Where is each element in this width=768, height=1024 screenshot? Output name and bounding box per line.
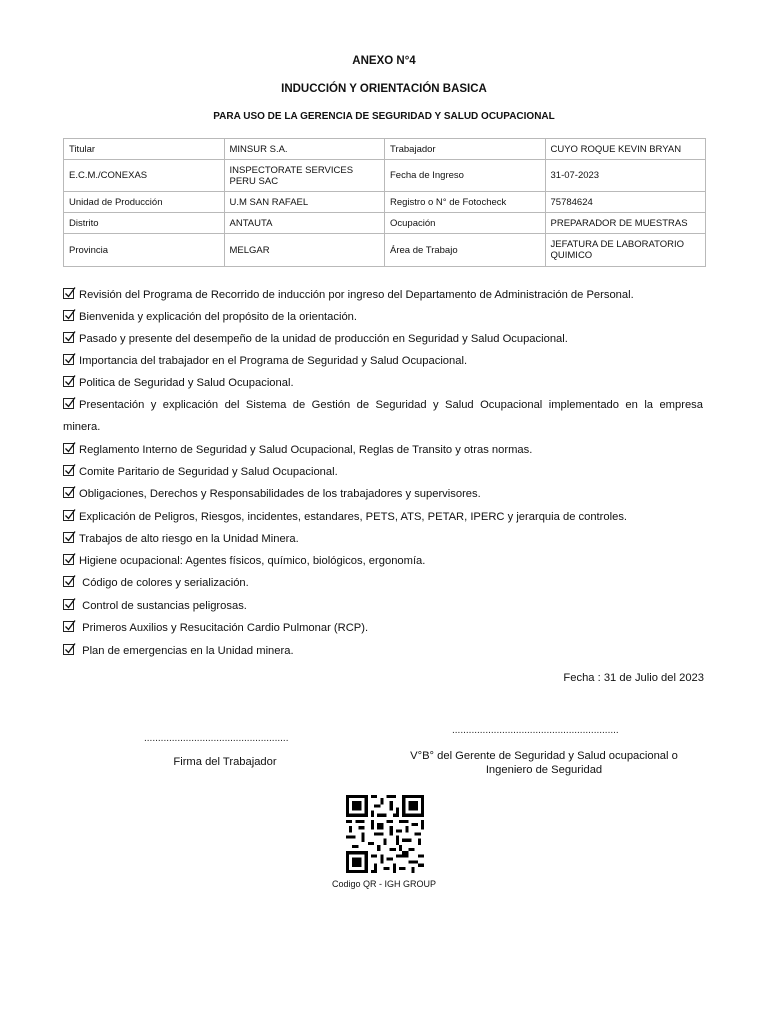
checkbox-checked-icon	[63, 487, 74, 498]
checklist-item	[63, 439, 703, 461]
table-row	[64, 139, 706, 160]
table-cell: Distrito	[64, 213, 225, 234]
checkbox-checked-icon	[63, 465, 74, 476]
table-cell: Ocupación	[385, 213, 546, 234]
checklist-item-label: Reglamento Interno de Seguridad y Salud Ocupacional, Reglas de Transito y otras normas.	[79, 444, 533, 456]
table-row	[64, 192, 706, 213]
table-row	[64, 213, 706, 234]
checklist-item	[63, 284, 703, 306]
checklist-item-label: Pasado y presente del desempeño de la unidad de producción en Seguridad y Salud Ocupacional.	[79, 333, 568, 345]
document-title: ANEXO N°4	[352, 55, 416, 67]
table-row	[64, 160, 706, 192]
checkbox-checked-icon	[63, 532, 74, 543]
checklist-item-label: Importancia del trabajador en el Programa de Seguridad y Salud Ocupacional.	[79, 355, 468, 367]
checklist-item-label: minera.	[63, 421, 101, 433]
checkbox-checked-icon	[63, 443, 74, 454]
checklist-item-label: Obligaciones, Derechos y Responsabilidades de los trabajadores y supervisores.	[79, 488, 481, 500]
checklist-item-label: Revisión del Programa de Recorrido de inducción por ingreso del Departamento de Administración de Personal.	[79, 289, 634, 301]
worker-signature-label: Firma del Trabajador	[173, 756, 277, 768]
table-cell: PREPARADOR DE MUESTRAS	[545, 213, 706, 234]
table-cell: E.C.M./CONEXAS	[64, 160, 225, 192]
checkbox-checked-icon	[63, 621, 74, 632]
checklist-item	[63, 328, 703, 350]
checkbox-checked-icon	[63, 554, 74, 565]
document-subtitle: INDUCCIÓN Y ORIENTACIÓN BASICA	[281, 83, 487, 95]
checklist-item	[63, 350, 703, 372]
table-cell: MINSUR S.A.	[224, 139, 385, 160]
checklist-item-label: Código de colores y serialización.	[82, 577, 249, 589]
checklist-item	[63, 528, 703, 550]
checklist-item-label: Bienvenida y explicación del propósito de la orientación.	[79, 311, 357, 323]
checkbox-checked-icon	[63, 510, 74, 521]
signature-line-manager: ............................................................	[452, 725, 619, 736]
checklist-item-label: Politica de Seguridad y Salud Ocupacional.	[79, 377, 294, 389]
table-cell: INSPECTORATE SERVICES PERU SAC	[224, 160, 385, 192]
checklist-item-continuation	[63, 416, 703, 438]
checklist-item-label: Presentación y explicación del Sistema de Gestión de Seguridad y Salud Ocupacional implementado en la empresa	[79, 399, 703, 411]
table-cell: MELGAR	[224, 234, 385, 267]
checkbox-checked-icon	[63, 644, 74, 655]
checklist-item	[63, 617, 703, 639]
table-cell: Provincia	[64, 234, 225, 267]
checklist-item	[63, 461, 703, 483]
checkbox-checked-icon	[63, 576, 74, 587]
signature-line-worker: ....................................................	[144, 733, 289, 744]
table-cell: 75784624	[545, 192, 706, 213]
checklist-item-label: Higiene ocupacional: Agentes físicos, químico, biológicos, ergonomía.	[79, 555, 426, 567]
checklist-item-label: Explicación de Peligros, Riesgos, incidentes, estandares, PETS, ATS, PETAR, IPERC y jerarquia de controles.	[79, 511, 628, 523]
checklist-item	[63, 394, 703, 416]
worker-info-table	[63, 138, 706, 267]
checklist-item-label: Primeros Auxilios y Resucitación Cardio Pulmonar (RCP).	[82, 622, 369, 634]
checklist-item-label: Control de sustancias peligrosas.	[82, 600, 247, 612]
checklist-item	[63, 640, 703, 662]
checklist-item	[63, 572, 703, 594]
checklist-item-label: Plan de emergencias en la Unidad minera.	[82, 645, 294, 657]
table-cell: 31-07-2023	[545, 160, 706, 192]
table-cell: Trabajador	[385, 139, 546, 160]
checklist-item	[63, 550, 703, 572]
checkbox-checked-icon	[63, 288, 74, 299]
manager-signature-line2: Ingeniero de Seguridad	[485, 764, 603, 776]
checkbox-checked-icon	[63, 599, 74, 610]
checklist-item	[63, 483, 703, 505]
table-row	[64, 234, 706, 267]
usage-note: PARA USO DE LA GERENCIA DE SEGURIDAD Y SALUD OCUPACIONAL	[213, 111, 555, 122]
checklist-item	[63, 306, 703, 328]
table-cell: Registro o N° de Fotocheck	[385, 192, 546, 213]
qr-caption: Codigo QR - IGH GROUP	[331, 879, 437, 889]
table-cell: ANTAUTA	[224, 213, 385, 234]
table-cell: U.M SAN RAFAEL	[224, 192, 385, 213]
checkbox-checked-icon	[63, 376, 74, 387]
checkbox-checked-icon	[63, 398, 74, 409]
checklist-item-label: Comite Paritario de Seguridad y Salud Ocupacional.	[79, 466, 338, 478]
checklist-item	[63, 506, 703, 528]
manager-signature-label	[398, 749, 690, 777]
table-cell: Fecha de Ingreso	[385, 160, 546, 192]
table-cell: JEFATURA DE LABORATORIO QUIMICO	[545, 234, 706, 267]
checkbox-checked-icon	[63, 310, 74, 321]
table-cell: CUYO ROQUE KEVIN BRYAN	[545, 139, 706, 160]
manager-signature-line1: V°B° del Gerente de Seguridad y Salud ocupacional o	[410, 750, 678, 762]
table-cell: Área de Trabajo	[385, 234, 546, 267]
table-cell: Unidad de Producción	[64, 192, 225, 213]
qr-code-icon	[344, 795, 426, 873]
table-cell: Titular	[64, 139, 225, 160]
checklist-item	[63, 372, 703, 394]
checkbox-checked-icon	[63, 332, 74, 343]
checklist-item-label: Trabajos de alto riesgo en la Unidad Minera.	[79, 533, 299, 545]
checklist-item	[63, 595, 703, 617]
checkbox-checked-icon	[63, 354, 74, 365]
document-date: Fecha : 31 de Julio del 2023	[563, 672, 704, 684]
